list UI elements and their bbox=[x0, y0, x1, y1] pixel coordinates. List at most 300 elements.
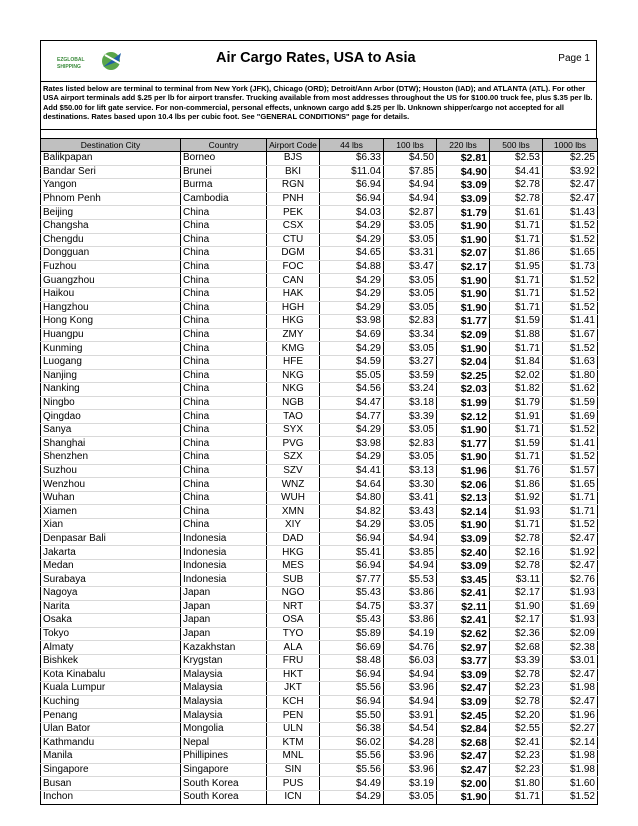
table-cell: $3.05 bbox=[384, 519, 437, 533]
table-cell: Japan bbox=[181, 614, 267, 628]
table-cell: $2.78 bbox=[490, 695, 543, 709]
table-cell: $1.92 bbox=[543, 546, 598, 560]
table-row bbox=[41, 790, 598, 804]
table-cell: Osaka bbox=[41, 614, 181, 628]
table-cell: China bbox=[181, 451, 267, 465]
table-row bbox=[41, 600, 598, 614]
table-cell: $1.57 bbox=[543, 464, 598, 478]
table-cell: $1.90 bbox=[437, 451, 490, 465]
table-cell: Kathmandu bbox=[41, 736, 181, 750]
table-cell: China bbox=[181, 410, 267, 424]
column-header: Airport Code bbox=[267, 139, 320, 152]
table-cell: $4.41 bbox=[320, 464, 384, 478]
table-row bbox=[41, 219, 598, 233]
table-cell: $1.41 bbox=[543, 315, 598, 329]
table-cell: XMN bbox=[267, 505, 320, 519]
table-cell: $1.92 bbox=[490, 491, 543, 505]
table-cell: South Korea bbox=[181, 790, 267, 804]
table-cell: $5.56 bbox=[320, 682, 384, 696]
table-cell: Wenzhou bbox=[41, 478, 181, 492]
table-cell: $3.24 bbox=[384, 383, 437, 397]
table-row bbox=[41, 247, 598, 261]
table-row bbox=[41, 682, 598, 696]
table-row bbox=[41, 641, 598, 655]
table-row bbox=[41, 206, 598, 220]
table-cell: Ningbo bbox=[41, 396, 181, 410]
table-cell: $2.00 bbox=[437, 777, 490, 791]
table-cell: $1.71 bbox=[490, 519, 543, 533]
table-cell: SYX bbox=[267, 423, 320, 437]
table-cell: $1.90 bbox=[437, 519, 490, 533]
table-cell: Japan bbox=[181, 600, 267, 614]
table-cell: $6.94 bbox=[320, 532, 384, 546]
table-cell: $3.11 bbox=[490, 573, 543, 587]
table-cell: $3.18 bbox=[384, 396, 437, 410]
table-cell: Fuzhou bbox=[41, 260, 181, 274]
table-cell: BKI bbox=[267, 165, 320, 179]
table-cell: $1.90 bbox=[437, 301, 490, 315]
table-cell: $2.47 bbox=[543, 695, 598, 709]
table-cell: $2.97 bbox=[437, 641, 490, 655]
table-cell: SIN bbox=[267, 763, 320, 777]
table-cell: $1.63 bbox=[543, 355, 598, 369]
table-cell: Malaysia bbox=[181, 695, 267, 709]
table-cell: $3.09 bbox=[437, 695, 490, 709]
table-cell: $1.52 bbox=[543, 233, 598, 247]
table-cell: $1.90 bbox=[437, 274, 490, 288]
table-cell: NKG bbox=[267, 369, 320, 383]
table-cell: $1.52 bbox=[543, 342, 598, 356]
table-cell: Nepal bbox=[181, 736, 267, 750]
table-cell: $2.81 bbox=[437, 152, 490, 166]
table-cell: FOC bbox=[267, 260, 320, 274]
table-row bbox=[41, 233, 598, 247]
table-row bbox=[41, 573, 598, 587]
table-cell: $1.90 bbox=[437, 287, 490, 301]
table-cell: DGM bbox=[267, 247, 320, 261]
table-cell: $3.27 bbox=[384, 355, 437, 369]
table-cell: Phillipines bbox=[181, 750, 267, 764]
table-cell: KTM bbox=[267, 736, 320, 750]
table-cell: $3.96 bbox=[384, 750, 437, 764]
table-cell: MNL bbox=[267, 750, 320, 764]
table-cell: $1.98 bbox=[543, 682, 598, 696]
table-cell: $6.94 bbox=[320, 559, 384, 573]
table-cell: $4.94 bbox=[384, 668, 437, 682]
table-cell: Manila bbox=[41, 750, 181, 764]
table-cell: Kota Kinabalu bbox=[41, 668, 181, 682]
table-cell: $1.96 bbox=[543, 709, 598, 723]
table-cell: $3.05 bbox=[384, 233, 437, 247]
table-cell: China bbox=[181, 464, 267, 478]
table-row bbox=[41, 505, 598, 519]
table-cell: $2.06 bbox=[437, 478, 490, 492]
spacer bbox=[40, 130, 597, 138]
table-cell: NKG bbox=[267, 383, 320, 397]
table-cell: $1.59 bbox=[490, 437, 543, 451]
table-cell: $4.94 bbox=[384, 695, 437, 709]
table-row bbox=[41, 654, 598, 668]
table-cell: NRT bbox=[267, 600, 320, 614]
table-cell: $6.94 bbox=[320, 179, 384, 193]
table-row bbox=[41, 736, 598, 750]
table-cell: $1.88 bbox=[490, 328, 543, 342]
table-cell: $1.69 bbox=[543, 600, 598, 614]
table-cell: Bandar Seri bbox=[41, 165, 181, 179]
page-title: Air Cargo Rates, USA to Asia bbox=[216, 50, 416, 66]
table-cell: FRU bbox=[267, 654, 320, 668]
table-row bbox=[41, 519, 598, 533]
table-cell: Kuching bbox=[41, 695, 181, 709]
table-row bbox=[41, 709, 598, 723]
table-row bbox=[41, 152, 598, 166]
table-cell: $4.29 bbox=[320, 219, 384, 233]
table-cell: $1.71 bbox=[543, 505, 598, 519]
svg-text:EZGLOBAL: EZGLOBAL bbox=[57, 57, 85, 63]
table-cell: $1.73 bbox=[543, 260, 598, 274]
table-cell: XIY bbox=[267, 519, 320, 533]
table-cell: $1.67 bbox=[543, 328, 598, 342]
table-cell: $4.29 bbox=[320, 233, 384, 247]
table-row bbox=[41, 179, 598, 193]
table-cell: $3.05 bbox=[384, 790, 437, 804]
table-cell: China bbox=[181, 396, 267, 410]
table-cell: SUB bbox=[267, 573, 320, 587]
table-cell: HAK bbox=[267, 287, 320, 301]
table-row bbox=[41, 559, 598, 573]
table-cell: $4.28 bbox=[384, 736, 437, 750]
table-cell: $1.77 bbox=[437, 315, 490, 329]
table-cell: $4.75 bbox=[320, 600, 384, 614]
table-cell: $2.62 bbox=[437, 627, 490, 641]
table-cell: Singapore bbox=[41, 763, 181, 777]
table-cell: $1.90 bbox=[437, 423, 490, 437]
table-cell: $3.05 bbox=[384, 342, 437, 356]
table-cell: $1.90 bbox=[437, 342, 490, 356]
table-cell: $2.04 bbox=[437, 355, 490, 369]
table-cell: $1.96 bbox=[437, 464, 490, 478]
table-cell: $3.39 bbox=[384, 410, 437, 424]
table-cell: $1.62 bbox=[543, 383, 598, 397]
table-cell: $1.93 bbox=[543, 587, 598, 601]
table-cell: $1.71 bbox=[490, 233, 543, 247]
table-cell: $2.78 bbox=[490, 192, 543, 206]
table-cell: $2.78 bbox=[490, 668, 543, 682]
table-row bbox=[41, 464, 598, 478]
table-cell: $4.29 bbox=[320, 790, 384, 804]
table-cell: Guangzhou bbox=[41, 274, 181, 288]
table-cell: Sanya bbox=[41, 423, 181, 437]
table-row bbox=[41, 274, 598, 288]
table-cell: Japan bbox=[181, 587, 267, 601]
table-cell: Indonesia bbox=[181, 559, 267, 573]
table-cell: Beijing bbox=[41, 206, 181, 220]
table-cell: China bbox=[181, 491, 267, 505]
table-cell: South Korea bbox=[181, 777, 267, 791]
table-cell: KCH bbox=[267, 695, 320, 709]
table-cell: $3.77 bbox=[437, 654, 490, 668]
table-cell: China bbox=[181, 383, 267, 397]
table-cell: $1.90 bbox=[437, 790, 490, 804]
table-cell: $2.68 bbox=[437, 736, 490, 750]
table-cell: $2.47 bbox=[543, 192, 598, 206]
table-cell: Hangzhou bbox=[41, 301, 181, 315]
table-cell: $2.41 bbox=[490, 736, 543, 750]
table-cell: $3.96 bbox=[384, 763, 437, 777]
table-cell: $2.38 bbox=[543, 641, 598, 655]
table-cell: $3.13 bbox=[384, 464, 437, 478]
table-cell: $2.14 bbox=[437, 505, 490, 519]
table-row bbox=[41, 532, 598, 546]
table-cell: $3.05 bbox=[384, 287, 437, 301]
table-row bbox=[41, 423, 598, 437]
table-cell: $6.69 bbox=[320, 641, 384, 655]
table-cell: HFE bbox=[267, 355, 320, 369]
table-row bbox=[41, 763, 598, 777]
table-cell: $3.05 bbox=[384, 451, 437, 465]
table-cell: PNH bbox=[267, 192, 320, 206]
table-cell: $1.59 bbox=[490, 315, 543, 329]
column-header: 1000 lbs bbox=[543, 139, 598, 152]
table-header-row bbox=[41, 139, 598, 152]
table-cell: $2.25 bbox=[437, 369, 490, 383]
table-cell: $2.27 bbox=[543, 722, 598, 736]
rates-table bbox=[40, 138, 598, 805]
table-cell: $1.77 bbox=[437, 437, 490, 451]
table-cell: Borneo bbox=[181, 152, 267, 166]
table-cell: $2.40 bbox=[437, 546, 490, 560]
table-cell: $3.37 bbox=[384, 600, 437, 614]
table-cell: Shenzhen bbox=[41, 451, 181, 465]
table-cell: $2.83 bbox=[384, 315, 437, 329]
table-cell: $3.45 bbox=[437, 573, 490, 587]
table-cell: Shanghai bbox=[41, 437, 181, 451]
table-row bbox=[41, 627, 598, 641]
table-cell: SZX bbox=[267, 451, 320, 465]
table-cell: $4.29 bbox=[320, 274, 384, 288]
table-cell: $1.90 bbox=[437, 219, 490, 233]
table-cell: $3.91 bbox=[384, 709, 437, 723]
table-cell: $2.87 bbox=[384, 206, 437, 220]
table-cell: CTU bbox=[267, 233, 320, 247]
table-cell: $3.05 bbox=[384, 301, 437, 315]
table-cell: China bbox=[181, 219, 267, 233]
table-cell: $3.47 bbox=[384, 260, 437, 274]
table-cell: $1.99 bbox=[437, 396, 490, 410]
table-cell: $3.86 bbox=[384, 587, 437, 601]
table-cell: China bbox=[181, 355, 267, 369]
table-cell: $3.05 bbox=[384, 423, 437, 437]
column-header: Destination City bbox=[41, 139, 181, 152]
table-cell: $2.11 bbox=[437, 600, 490, 614]
table-cell: $4.90 bbox=[437, 165, 490, 179]
table-cell: Burma bbox=[181, 179, 267, 193]
table-cell: Nagoya bbox=[41, 587, 181, 601]
table-cell: $5.41 bbox=[320, 546, 384, 560]
table-cell: HKG bbox=[267, 315, 320, 329]
table-cell: $1.98 bbox=[543, 763, 598, 777]
table-cell: $3.96 bbox=[384, 682, 437, 696]
table-cell: $3.31 bbox=[384, 247, 437, 261]
table-cell: $8.48 bbox=[320, 654, 384, 668]
table-cell: $6.02 bbox=[320, 736, 384, 750]
table-cell: $4.94 bbox=[384, 559, 437, 573]
table-cell: Cambodia bbox=[181, 192, 267, 206]
table-cell: Xian bbox=[41, 519, 181, 533]
table-cell: $2.78 bbox=[490, 179, 543, 193]
table-cell: $4.65 bbox=[320, 247, 384, 261]
table-cell: MES bbox=[267, 559, 320, 573]
table-row bbox=[41, 546, 598, 560]
table-cell: $11.04 bbox=[320, 165, 384, 179]
table-cell: $2.13 bbox=[437, 491, 490, 505]
table-cell: Kazakhstan bbox=[181, 641, 267, 655]
table-cell: TAO bbox=[267, 410, 320, 424]
table-row bbox=[41, 750, 598, 764]
table-cell: $2.47 bbox=[437, 682, 490, 696]
table-row bbox=[41, 437, 598, 451]
table-cell: Almaty bbox=[41, 641, 181, 655]
table-row bbox=[41, 777, 598, 791]
sheet-header bbox=[40, 40, 597, 82]
table-row bbox=[41, 315, 598, 329]
table-cell: $2.47 bbox=[543, 179, 598, 193]
table-cell: $3.01 bbox=[543, 654, 598, 668]
table-cell: Japan bbox=[181, 627, 267, 641]
table-cell: $1.80 bbox=[490, 777, 543, 791]
table-cell: $4.94 bbox=[384, 532, 437, 546]
table-cell: Nanjing bbox=[41, 369, 181, 383]
table-cell: $7.85 bbox=[384, 165, 437, 179]
table-cell: $1.84 bbox=[490, 355, 543, 369]
table-cell: $2.07 bbox=[437, 247, 490, 261]
table-cell: $3.85 bbox=[384, 546, 437, 560]
table-cell: $1.79 bbox=[437, 206, 490, 220]
table-cell: RGN bbox=[267, 179, 320, 193]
table-row bbox=[41, 369, 598, 383]
table-cell: Nanking bbox=[41, 383, 181, 397]
table-cell: Xiamen bbox=[41, 505, 181, 519]
table-cell: $2.09 bbox=[437, 328, 490, 342]
table-cell: China bbox=[181, 328, 267, 342]
table-cell: $5.89 bbox=[320, 627, 384, 641]
table-cell: Penang bbox=[41, 709, 181, 723]
table-cell: $4.59 bbox=[320, 355, 384, 369]
table-cell: Malaysia bbox=[181, 709, 267, 723]
table-cell: $2.84 bbox=[437, 722, 490, 736]
table-cell: China bbox=[181, 519, 267, 533]
table-row bbox=[41, 342, 598, 356]
table-cell: $4.41 bbox=[490, 165, 543, 179]
table-cell: JKT bbox=[267, 682, 320, 696]
table-cell: $1.61 bbox=[490, 206, 543, 220]
table-cell: NGO bbox=[267, 587, 320, 601]
table-cell: HKG bbox=[267, 546, 320, 560]
table-cell: $1.52 bbox=[543, 451, 598, 465]
table-cell: $2.17 bbox=[490, 587, 543, 601]
table-cell: $4.47 bbox=[320, 396, 384, 410]
table-cell: $4.77 bbox=[320, 410, 384, 424]
table-cell: $3.05 bbox=[384, 274, 437, 288]
table-cell: $4.29 bbox=[320, 342, 384, 356]
table-cell: Indonesia bbox=[181, 546, 267, 560]
table-cell: Qingdao bbox=[41, 410, 181, 424]
table-cell: $1.41 bbox=[543, 437, 598, 451]
column-header: 44 lbs bbox=[320, 139, 384, 152]
table-cell: $4.80 bbox=[320, 491, 384, 505]
table-cell: $3.98 bbox=[320, 437, 384, 451]
table-body bbox=[41, 152, 598, 805]
table-cell: Malaysia bbox=[181, 682, 267, 696]
table-row bbox=[41, 355, 598, 369]
table-cell: $2.47 bbox=[437, 763, 490, 777]
table-cell: $1.52 bbox=[543, 423, 598, 437]
table-cell: $2.47 bbox=[437, 750, 490, 764]
svg-text:SHIPPING: SHIPPING bbox=[57, 64, 81, 70]
table-cell: Medan bbox=[41, 559, 181, 573]
table-cell: $2.47 bbox=[543, 559, 598, 573]
table-cell: $7.77 bbox=[320, 573, 384, 587]
table-cell: $2.45 bbox=[437, 709, 490, 723]
table-cell: $1.76 bbox=[490, 464, 543, 478]
table-cell: $1.91 bbox=[490, 410, 543, 424]
table-cell: $2.02 bbox=[490, 369, 543, 383]
table-row bbox=[41, 614, 598, 628]
table-cell: Luogang bbox=[41, 355, 181, 369]
table-cell: $3.59 bbox=[384, 369, 437, 383]
table-cell: China bbox=[181, 342, 267, 356]
table-cell: $1.71 bbox=[490, 342, 543, 356]
table-cell: $1.52 bbox=[543, 301, 598, 315]
table-cell: Changsha bbox=[41, 219, 181, 233]
table-cell: $4.76 bbox=[384, 641, 437, 655]
table-row bbox=[41, 587, 598, 601]
table-cell: Ulan Bator bbox=[41, 722, 181, 736]
table-cell: $3.09 bbox=[437, 532, 490, 546]
rate-notes: Rates listed below are terminal to terminal from New York (JFK), Chicago (ORD); Detroit/Ann Arbor (DTW); Houston (IAD); and ATLANTA (ATL). For other USA airport terminals add $.25 per lb for airport transfer. Trucking available from most addresses throughout the US for $100.00 truck fee, plus $.35 per lb. Add $50.00 for lift gate service. For non-commercial, personal effects, unknown cargo add $.25 per lb. Unknown shipper/cargo not accepted for all destinations. Rates based upon 10.4 lbs per cubic foot. See "GENERAL CONDITIONS" page for details. bbox=[40, 82, 597, 130]
table-cell: $2.12 bbox=[437, 410, 490, 424]
table-cell: Busan bbox=[41, 777, 181, 791]
table-row bbox=[41, 668, 598, 682]
table-row bbox=[41, 695, 598, 709]
table-cell: $6.03 bbox=[384, 654, 437, 668]
table-cell: Mongolia bbox=[181, 722, 267, 736]
table-cell: $1.93 bbox=[490, 505, 543, 519]
table-row bbox=[41, 478, 598, 492]
table-cell: Tokyo bbox=[41, 627, 181, 641]
table-cell: KMG bbox=[267, 342, 320, 356]
table-cell: PEN bbox=[267, 709, 320, 723]
table-cell: $1.65 bbox=[543, 247, 598, 261]
table-cell: ALA bbox=[267, 641, 320, 655]
table-row bbox=[41, 383, 598, 397]
table-cell: $3.09 bbox=[437, 668, 490, 682]
table-row bbox=[41, 396, 598, 410]
table-cell: Denpasar Bali bbox=[41, 532, 181, 546]
table-cell: BJS bbox=[267, 152, 320, 166]
table-cell: $4.94 bbox=[384, 179, 437, 193]
table-cell: $1.79 bbox=[490, 396, 543, 410]
table-cell: $4.88 bbox=[320, 260, 384, 274]
table-cell: China bbox=[181, 369, 267, 383]
ezglobal-logo bbox=[53, 47, 143, 75]
table-cell: $4.94 bbox=[384, 192, 437, 206]
table-cell: Singapore bbox=[181, 763, 267, 777]
table-cell: ULN bbox=[267, 722, 320, 736]
table-cell: $3.09 bbox=[437, 192, 490, 206]
table-cell: $3.19 bbox=[384, 777, 437, 791]
table-cell: China bbox=[181, 274, 267, 288]
